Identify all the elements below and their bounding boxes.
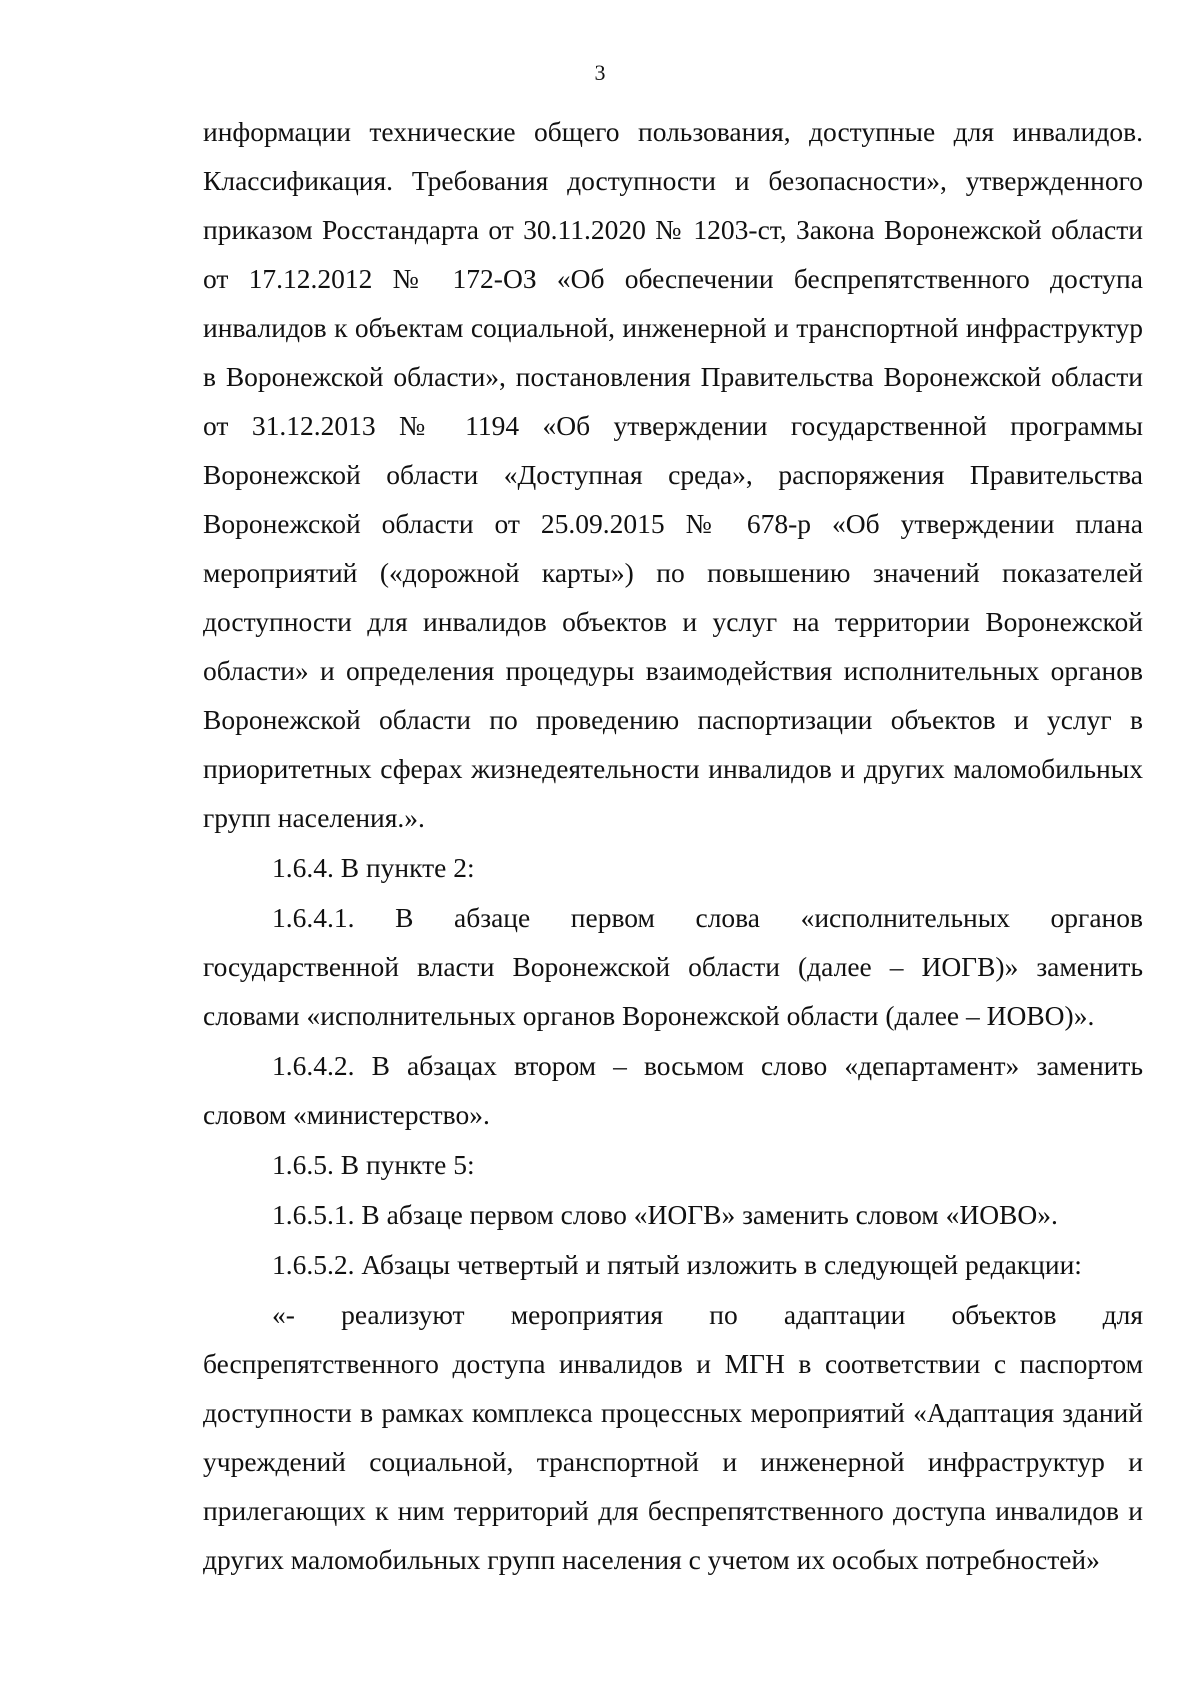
paragraph-legal-references: информации технические общего пользования, доступные для инвалидов. Классификация. Требования доступности и безопасности», утвержденного приказом Росстандарта от 30.11.2020 № 1203-ст, Закона Воронежской области от 17.12.2012 № 172-ОЗ «Об обеспечении беспрепятственного доступа инвалидов к объектам социальной, инженерной и транспортной инфраструктур в Воронежской области», постановления Правительства Воронежской области от 31.12.2013 № 1194 «Об утверждении государственной программы Воронежской области «Доступная среда», распоряжения Правительства Воронежской области от 25.09.2015 № 678-р «Об утверждении плана мероприятий («дорожной карты») по повышению значений показателей доступности для инвалидов объектов и услуг на территории Воронежской области» и определения процедуры взаимодействия исполнительных органов Воронежской области по проведению паспортизации объектов и услуг в приоритетных сферах жизнедеятельности инвалидов и других маломобильных групп населения.». — [203, 116, 1143, 833]
paragraph-1-6-4-1: 1.6.4.1. В абзаце первом слова «исполнительных органов государственной власти Воронежской области (далее – ИОГВ)» заменить словами «исполнительных органов Воронежской области (далее – ИОВО)». — [203, 902, 1143, 1031]
paragraph-1-6-5: 1.6.5. В пункте 5: — [272, 1149, 475, 1180]
paragraph-quoted-amendment: «- реализуют мероприятия по адаптации объектов для беспрепятственного доступа инвалидов и МГН в соответствии с паспортом доступности в рамках комплекса процессных мероприятий «Адаптация зданий учреждений социальной, транспортной и инженерной инфраструктур и прилегающих к ним территорий для беспрепятственного доступа инвалидов и других маломобильных групп населения с учетом их особых потребностей» — [203, 1299, 1143, 1575]
document-body — [203, 107, 1143, 1584]
page-number: 3 — [594, 60, 606, 85]
paragraph-1-6-4-2: 1.6.4.2. В абзацах втором – восьмом слово «департамент» заменить словом «министерство». — [203, 1050, 1143, 1130]
paragraph-1-6-4: 1.6.4. В пункте 2: — [272, 852, 475, 883]
paragraph-1-6-5-2: 1.6.5.2. Абзацы четвертый и пятый изложить в следующей редакции: — [272, 1249, 1082, 1280]
paragraph-1-6-5-1: 1.6.5.1. В абзаце первом слово «ИОГВ» заменить словом «ИОВО». — [272, 1199, 1058, 1230]
